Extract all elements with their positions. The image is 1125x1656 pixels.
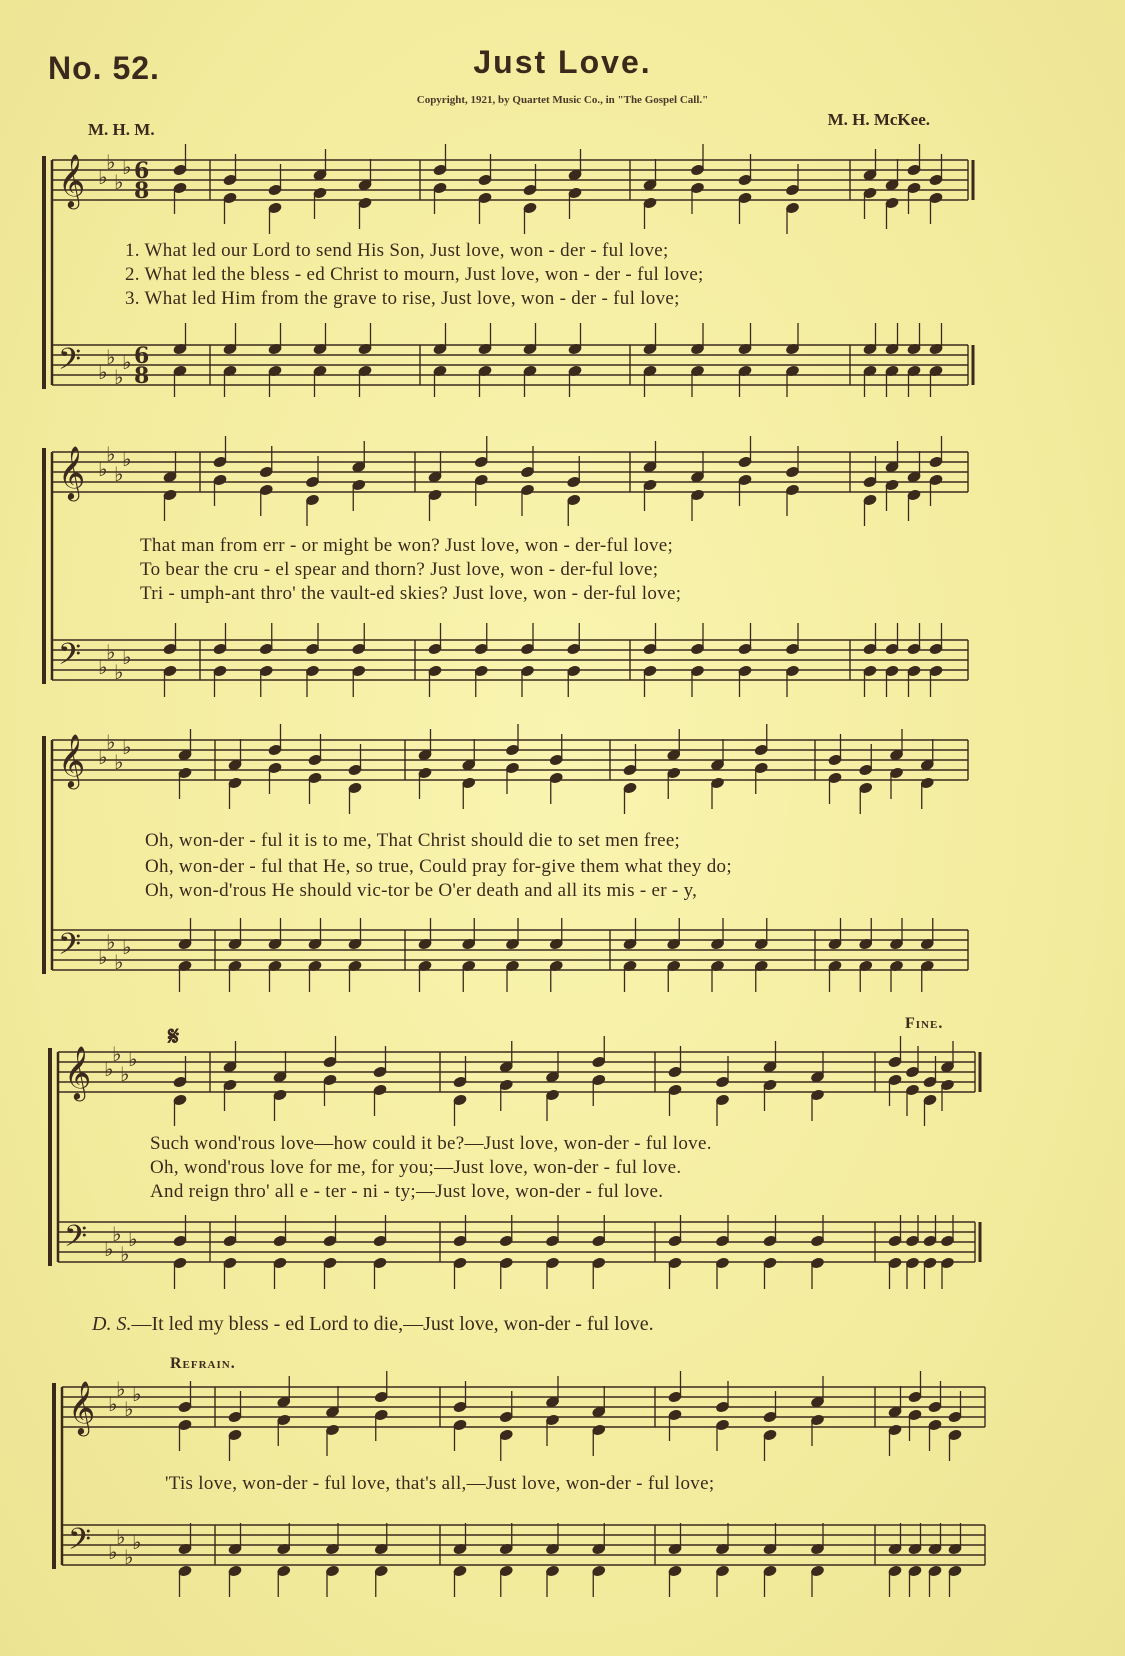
- fine-marking: Fine.: [905, 1015, 944, 1032]
- flat-icon: ♭: [122, 447, 132, 471]
- system4-verse1: Such wond'rous love—how could it be?—Just love, won-der - ful love.: [150, 1133, 712, 1154]
- bass-clef-icon: 𝄢: [58, 343, 82, 384]
- flat-icon: ♭: [112, 1222, 122, 1246]
- flat-icon: ♭: [114, 462, 124, 486]
- flat-icon: ♭: [98, 457, 108, 481]
- hymn-number: No. 52.: [48, 50, 160, 86]
- flat-icon: ♭: [108, 1540, 118, 1564]
- refrain-marking: Refrain.: [170, 1355, 236, 1372]
- flat-icon: ♭: [114, 750, 124, 774]
- system2-verse3: Tri - umph-ant thro' the vault-ed skies? Just love, won - der-ful love;: [140, 583, 682, 604]
- bass-clef-icon: 𝄢: [58, 928, 82, 969]
- system2-verse2: To bear the cru - el spear and thorn? Just love, won - der-ful love;: [140, 559, 659, 580]
- flat-icon: ♭: [106, 150, 116, 174]
- flat-icon: ♭: [122, 645, 132, 669]
- treble-clef-icon: 𝄞: [58, 445, 86, 499]
- ds-text: —It led my bless - ed Lord to die,—Just love, won-der - ful love.: [131, 1313, 654, 1335]
- time-signature: 8: [134, 363, 150, 389]
- treble-clef-icon: 𝄞: [58, 733, 86, 787]
- flat-icon: ♭: [132, 1382, 142, 1406]
- treble-clef-icon: 𝄞: [68, 1380, 96, 1434]
- flat-icon: ♭: [106, 640, 116, 664]
- flat-icon: ♭: [98, 945, 108, 969]
- flat-icon: ♭: [114, 365, 124, 389]
- flat-icon: ♭: [122, 935, 132, 959]
- flat-icon: ♭: [124, 1397, 134, 1421]
- bass-clef-icon: 𝄢: [64, 1220, 88, 1261]
- flat-icon: ♭: [98, 655, 108, 679]
- segno-sign: 𝄋: [168, 1022, 180, 1051]
- flat-icon: ♭: [106, 345, 116, 369]
- system3-verse3: Oh, won-d'rous He should vic-tor be O'er death and all its mis - er - y,: [145, 880, 698, 901]
- system3-verse2: Oh, won-der - ful that He, so true, Could pray for-give them what they do;: [145, 856, 732, 877]
- time-signature: 6: [134, 158, 150, 184]
- flat-icon: ♭: [98, 360, 108, 384]
- system1-verse1: 1. What led our Lord to send His Son, Just love, won - der - ful love;: [125, 240, 669, 261]
- flat-icon: ♭: [114, 950, 124, 974]
- system4-verse3: And reign thro' all e - ter - ni - ty;—Just love, won-der - ful love.: [150, 1181, 664, 1202]
- system1-verse2: 2. What led the bless - ed Christ to mourn, Just love, won - der - ful love;: [125, 264, 704, 285]
- flat-icon: ♭: [120, 1242, 130, 1266]
- bass-clef-icon: 𝄢: [58, 638, 82, 679]
- flat-icon: ♭: [128, 1047, 138, 1071]
- flat-icon: ♭: [116, 1377, 126, 1401]
- lyricist-credit: M. H. M.: [88, 120, 155, 139]
- flat-icon: ♭: [114, 170, 124, 194]
- copyright-notice: Copyright, 1921, by Quartet Music Co., in "The Gospel Call.": [416, 94, 709, 106]
- flat-icon: ♭: [132, 1530, 142, 1554]
- flat-icon: ♭: [106, 930, 116, 954]
- flat-icon: ♭: [106, 730, 116, 754]
- flat-icon: ♭: [124, 1545, 134, 1569]
- flat-icon: ♭: [104, 1057, 114, 1081]
- system4-verse2: Oh, wond'rous love for me, for you;—Just love, won-der - ful love.: [150, 1157, 682, 1178]
- flat-icon: ♭: [122, 735, 132, 759]
- flat-icon: ♭: [112, 1042, 122, 1066]
- ds-label: D. S.: [92, 1313, 132, 1335]
- flat-icon: ♭: [104, 1237, 114, 1261]
- flat-icon: ♭: [128, 1227, 138, 1251]
- bass-clef-icon: 𝄢: [68, 1523, 92, 1564]
- hymn-title: Just Love.: [473, 44, 652, 80]
- time-signature: 6: [134, 343, 150, 369]
- flat-icon: ♭: [114, 660, 124, 684]
- flat-icon: ♭: [98, 745, 108, 769]
- flat-icon: ♭: [122, 155, 132, 179]
- flat-icon: ♭: [120, 1062, 130, 1086]
- treble-clef-icon: 𝄞: [58, 153, 86, 207]
- treble-clef-icon: 𝄞: [64, 1045, 92, 1099]
- system5-verse1: 'Tis love, won-der - ful love, that's all,—Just love, won-der - ful love;: [165, 1473, 715, 1494]
- flat-icon: ♭: [122, 350, 132, 374]
- dal-segno-line: [92, 1313, 654, 1336]
- flat-icon: ♭: [106, 442, 116, 466]
- system2-verse1: That man from err - or might be won? Just love, won - der-ful love;: [140, 535, 674, 556]
- system1-verse3: 3. What led Him from the grave to rise, Just love, won - der - ful love;: [125, 288, 680, 309]
- flat-icon: ♭: [116, 1525, 126, 1549]
- composer-credit: M. H. McKee.: [827, 110, 930, 129]
- flat-icon: ♭: [98, 165, 108, 189]
- flat-icon: ♭: [108, 1392, 118, 1416]
- time-signature: 8: [134, 178, 150, 204]
- system3-verse1: Oh, won-der - ful it is to me, That Christ should die to set men free;: [145, 830, 681, 851]
